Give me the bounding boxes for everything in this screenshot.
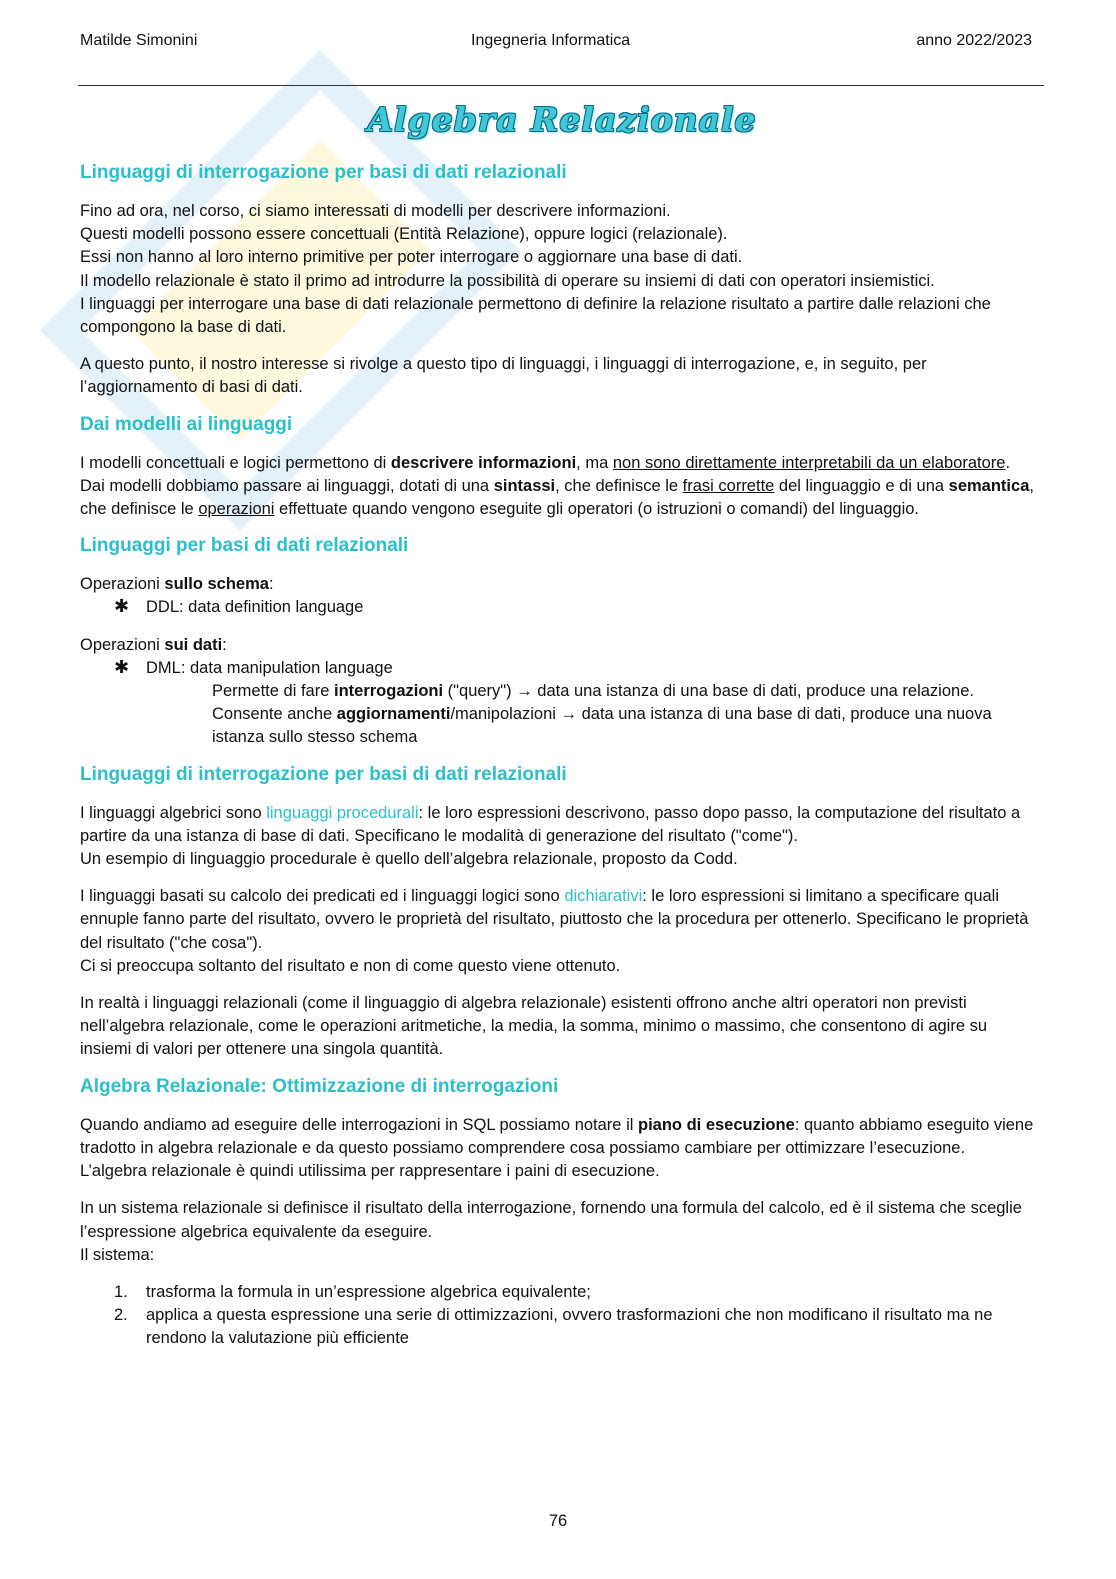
paragraph: A questo punto, il nostro interesse si rivolge a questo tipo di linguaggi, i linguaggi di interrogazione, e, in seguito, per l’aggiornamento di basi di dati. xyxy=(80,355,927,397)
paragraph: Operazioni sullo schema: xyxy=(80,575,274,594)
paragraph: In un sistema relazionale si definisce il risultato della interrogazione, fornendo una formula del calcolo, ed è il sistema che sceglie l’espressione algebrica equivalente da eseguire. xyxy=(80,1199,1022,1241)
list-item: 2. applica a questa espressione una serie di ottimizzazioni, ovvero trasformazioni che non modificano il risultato ma ne rendono la valutazione più efficiente xyxy=(114,1306,993,1348)
section-heading-4: Linguaggi di interrogazione per basi di dati relazionali xyxy=(80,763,567,785)
page-title: Algebra Relazionale xyxy=(367,100,757,139)
paragraph: I linguaggi basati su calcolo dei predicati ed i linguaggi logici sono dichiarativi: le loro espressioni si limitano a specificare quali ennuple fanno parte del risultato, ovvero le proprietà del risultato, piuttosto che la procedura per ottenerlo. Specificano le proprietà del risultato ("che cosa"). xyxy=(80,887,1029,952)
list-item: ✱ DDL: data definition language xyxy=(80,596,1040,619)
page-header xyxy=(80,32,1032,54)
section-1-paragraph xyxy=(80,200,1040,339)
paragraph: I linguaggi algebrici sono linguaggi procedurali: le loro espressioni descrivono, passo dopo passo, la computazione del risultato a partire da una istanza di base di dati. Specificano le modalità di generazione del risultato ("come"). xyxy=(80,803,1021,845)
page-number: 76 xyxy=(548,1512,568,1530)
text-line: Essi non hanno al loro interno primitive per poter interrogare o aggiornare una base di dati. xyxy=(80,248,743,267)
header-author: Matilde Simonini xyxy=(80,32,198,49)
paragraph: Quando andiamo ad eseguire delle interrogazioni in SQL possiamo notare il piano di esecuzione: quanto abbiamo eseguito viene tradotto in algebra relazionale e da questo possiamo comprendere cosa possiamo cambiare per ottimizzare l’esecuzione. xyxy=(80,1115,1034,1157)
text-line: I linguaggi per interrogare una base di dati relazionale permettono di definire la relazione risultato a partire dalle relazioni che compongono la base di dati. xyxy=(80,294,991,337)
section-heading-3: Linguaggi per basi di dati relazionali xyxy=(80,535,409,557)
paragraph: L’algebra relazionale è quindi utilissima per rappresentare i paini di esecuzione. xyxy=(80,1162,660,1181)
list-item: 1. trasforma la formula in un’espressione algebrica equivalente; xyxy=(114,1282,591,1301)
list-item: ✱ DML: data manipulation language xyxy=(80,657,1040,680)
paragraph: In realtà i linguaggi relazionali (come il linguaggio di algebra relazionale) esistenti offrono anche altri operatori non previsti nell’algebra relazionale, come le operazioni aritmetiche, la media, la somma, minimo o massimo, che consentono di agire su insiemi di valori per ottenere una singola quantità. xyxy=(80,994,988,1059)
header-year: anno 2022/2023 xyxy=(916,32,1032,49)
text-line: Fino ad ora, nel corso, ci siamo interessati di modelli per descrivere informazioni. xyxy=(80,202,671,220)
paragraph: I modelli concettuali e logici permettono di descrivere informazioni, ma non sono direttamente interpretabili da un elaboratore. xyxy=(80,453,1011,472)
section-heading-2: Dai modelli ai linguaggi xyxy=(80,413,293,435)
paragraph: Ci si preoccupa soltanto del risultato e non di come questo viene ottenuto. xyxy=(80,956,621,975)
header-course: Ingegneria Informatica xyxy=(471,32,631,49)
numbered-list xyxy=(80,1281,1040,1351)
paragraph: Dai modelli dobbiamo passare ai linguaggi, dotati di una sintassi, che definisce le frasi corrette del linguaggio e di una semantica, che definisce le operazioni effettuate quando vengono eseguite gli operatori (o istruzioni o comandi) del linguaggio. xyxy=(80,476,1034,519)
sub-item: Consente anche aggiornamenti/manipolazioni → data una istanza di una base di dati, produce una nuova istanza sullo stesso schema xyxy=(212,705,992,747)
section-heading-1: Linguaggi di interrogazione per basi di dati relazionali xyxy=(80,162,567,183)
header-divider xyxy=(78,85,1044,86)
section-heading-5: Algebra Relazionale: Ottimizzazione di interrogazioni xyxy=(80,1075,559,1097)
page-content xyxy=(80,160,1040,1351)
paragraph: Il sistema: xyxy=(80,1245,155,1264)
text-line: Questi modelli possono essere concettuali (Entità Relazione), oppure logici (relazionale). xyxy=(80,225,728,244)
text-line: Il modello relazionale è stato il primo ad introdurre la possibilità di operare su insiemi di dati con operatori insiemistici. xyxy=(80,271,935,290)
asterisk-bullet-icon: ✱ xyxy=(114,596,130,617)
asterisk-bullet-icon: ✱ xyxy=(114,656,130,677)
sub-item: Permette di fare interrogazioni ("query") → data una istanza di una base di dati, produce una relazione. xyxy=(212,682,974,701)
paragraph: Operazioni sui dati: xyxy=(80,635,227,654)
paragraph: Un esempio di linguaggio procedurale è quello dell’algebra relazionale, proposto da Codd. xyxy=(80,850,738,869)
